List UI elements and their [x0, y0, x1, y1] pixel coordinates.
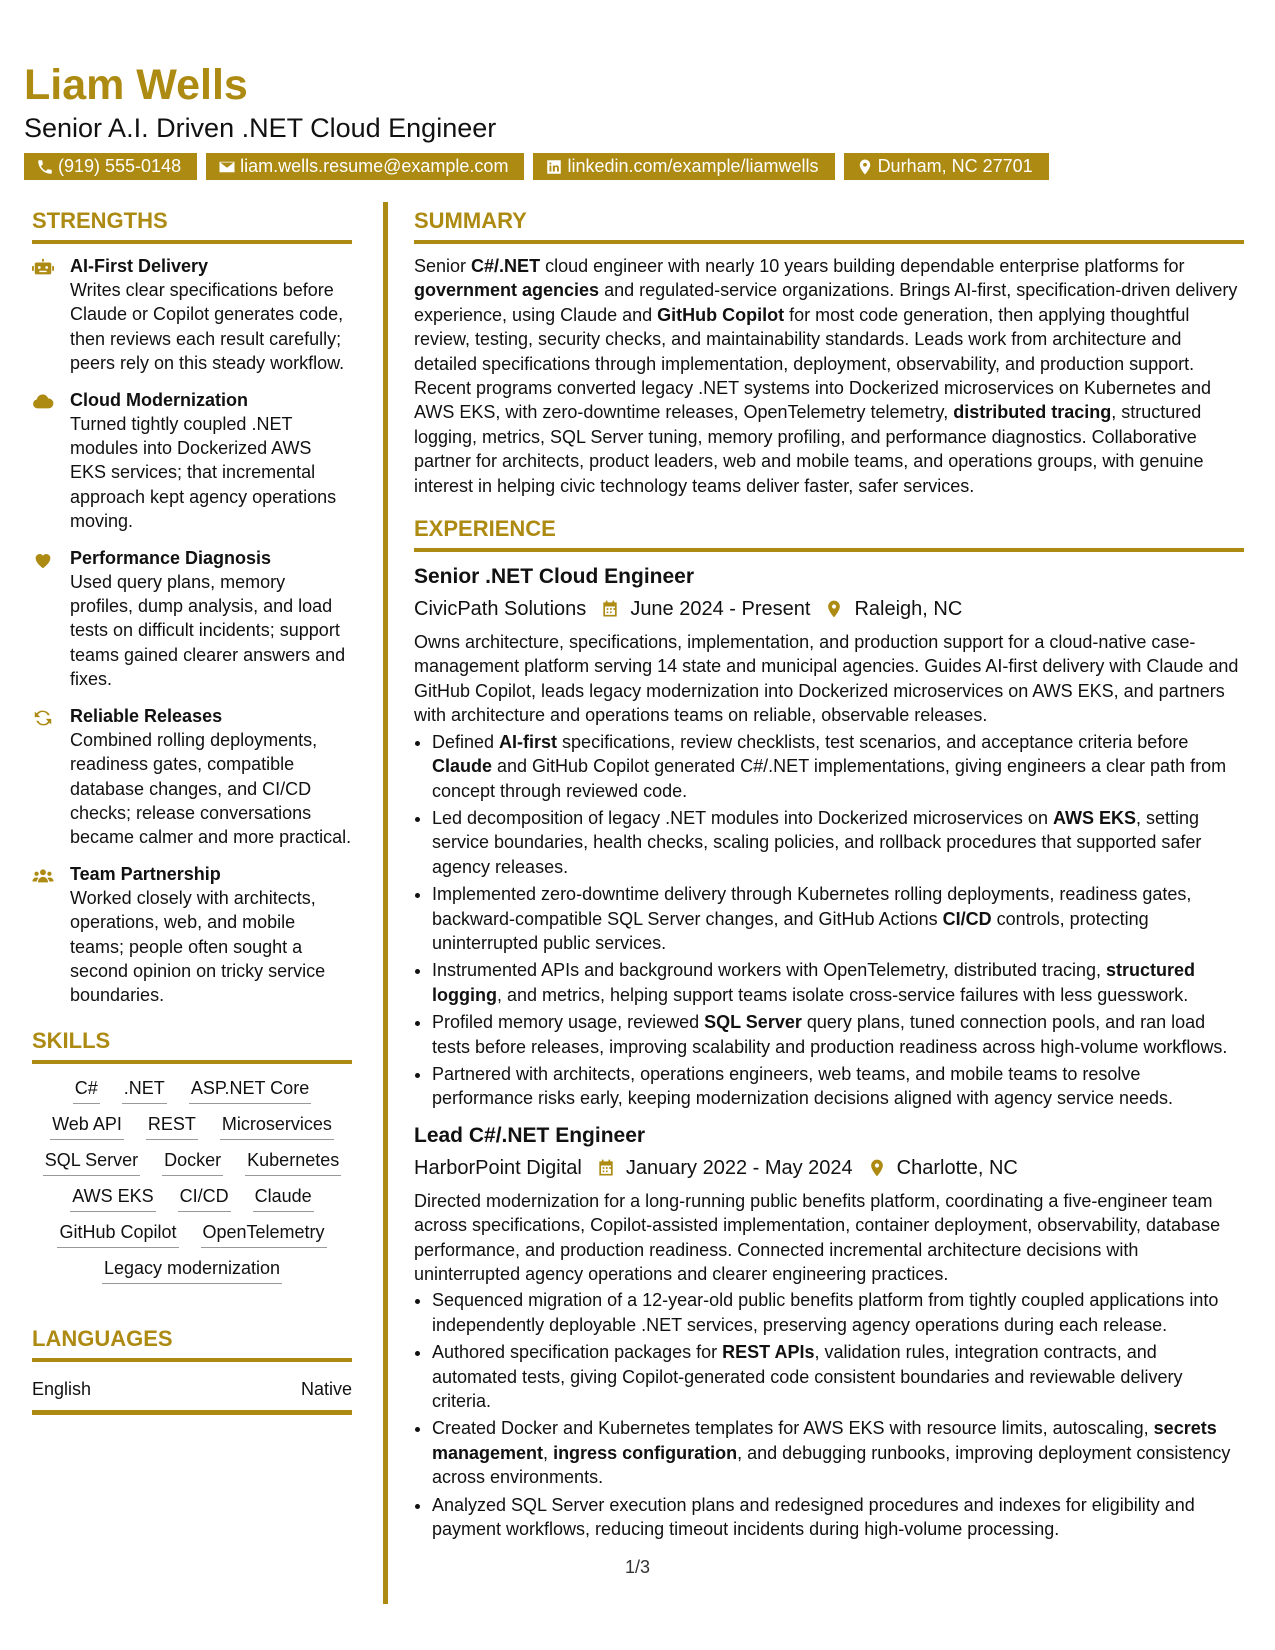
strength-item [32, 254, 352, 376]
strength-item [32, 862, 352, 1008]
job-description: Owns architecture, specifications, implementation, and production support for a cloud-native case-management platform serving 14 state and municipal agencies. Guides AI-first delivery with Claude and GitHub Copilot, leads legacy modernization into Dockerized microservices on AWS EKS, and partners with architecture and operations teams on reliable, observable releases. [414, 632, 1239, 726]
users-icon [32, 865, 54, 887]
job-company: CivicPath Solutions [414, 598, 587, 621]
skill-tag: Docker [162, 1146, 223, 1176]
skill-tag: OpenTelemetry [201, 1218, 327, 1248]
job-dates: June 2024 - Present [630, 598, 811, 621]
strength-title: Reliable Releases [70, 705, 223, 726]
contact-location [844, 153, 1049, 180]
strength-item [32, 546, 352, 692]
job-location: Raleigh, NC [854, 598, 963, 621]
page-number: 1/3 [624, 1557, 651, 1577]
job-bullet: • Analyzed SQL Server execution plans and redesigned procedures and indexes for eligibility and payment workflows, reducing timeout incidents during high-volume processing. [432, 1493, 1244, 1542]
job-bullet: • Implemented zero-downtime delivery through Kubernetes rolling deployments, readiness gates, backward-compatible SQL Server changes, and GitHub Actions CI/CD controls, protecting uninterrupted public services. [432, 882, 1244, 955]
candidate-name: Liam Wells [24, 61, 248, 109]
experience-heading: EXPERIENCE [414, 514, 1244, 552]
strength-desc: Used query plans, memory profiles, dump analysis, and load tests on difficult incidents; support teams gained clearer answers and fixes. [70, 571, 346, 690]
job-bullet: • Authored specification packages for REST APIs, validation rules, integration contracts, and automated tests, giving Copilot-generated code consistent boundaries and reviewable delivery criteria. [432, 1340, 1244, 1413]
contact-bar [24, 153, 1049, 180]
column-divider [383, 202, 388, 1604]
job-company: HarborPoint Digital [414, 1156, 582, 1179]
candidate-title: Senior A.I. Driven .NET Cloud Engineer [24, 113, 497, 143]
job-description: Directed modernization for a long-running public benefits platform, coordinating a five-engineer team across specifications, Copilot-assisted implementation, container deployment, observability, database performance, and production readiness. Connected incremental architecture decisions with uninterrupted agency operations and clearer engineering practices. [414, 1190, 1221, 1284]
skill-tag: AWS EKS [70, 1182, 155, 1212]
skills-heading: SKILLS [32, 1026, 352, 1064]
contact-phone-text: (919) 555-0148 [58, 156, 182, 176]
job-bullets [414, 1288, 1244, 1541]
job-entry [414, 1121, 1244, 1542]
skill-tag: Legacy modernization [102, 1254, 282, 1284]
languages-heading: LANGUAGES [32, 1324, 352, 1362]
location-pin-icon [867, 1158, 887, 1178]
strength-desc: Worked closely with architects, operations, web, and mobile teams; people often sought a second opinion on tricky service boundaries. [70, 887, 326, 1006]
location-pin-icon [856, 158, 874, 176]
job-dates: January 2022 - May 2024 [625, 1156, 853, 1179]
skill-tag: Microservices [220, 1110, 334, 1140]
heart-icon [32, 549, 54, 571]
strength-title: Performance Diagnosis [70, 547, 272, 568]
right-column [414, 206, 1244, 1551]
left-column [32, 206, 352, 1415]
strength-desc: Combined rolling deployments, readiness gates, compatible database changes, and CI/CD checks; release conversations became calmer and more practical. [70, 729, 352, 848]
strength-item [32, 388, 352, 534]
summary-heading: SUMMARY [414, 206, 1244, 244]
job-bullet: • Profiled memory usage, reviewed SQL Server query plans, tuned connection pools, and ran load tests before releases, improving scalability and production readiness across high-volume workflows. [432, 1010, 1244, 1059]
skill-tag: C# [73, 1074, 100, 1104]
strengths-heading: STRENGTHS [32, 206, 352, 244]
contact-location-text: Durham, NC 27701 [877, 156, 1033, 176]
job-title: Senior .NET Cloud Engineer [414, 565, 695, 589]
skill-tag: REST [146, 1110, 198, 1140]
contact-linkedin-text: linkedin.com/example/liamwells [567, 156, 819, 176]
linkedin-icon [545, 158, 563, 176]
strength-title: Cloud Modernization [70, 389, 248, 410]
skills-list [32, 1074, 352, 1284]
skill-tag: Web API [50, 1110, 124, 1140]
strength-item [32, 704, 352, 850]
contact-linkedin[interactable] [533, 153, 834, 180]
skill-tag: .NET [122, 1074, 167, 1104]
cloud-icon [32, 391, 54, 413]
language-row [32, 1376, 352, 1415]
job-meta [414, 594, 1244, 624]
skill-tag: GitHub Copilot [57, 1218, 178, 1248]
job-location: Charlotte, NC [896, 1156, 1018, 1179]
job-bullets [414, 730, 1244, 1111]
skill-tag: Kubernetes [245, 1146, 341, 1176]
skill-tag: ASP.NET Core [189, 1074, 311, 1104]
job-bullet: • Led decomposition of legacy .NET modules into Dockerized microservices on AWS EKS, setting service boundaries, health checks, scaling policies, and rollback procedures that supported safer agency releases. [432, 806, 1244, 879]
sync-icon [32, 707, 54, 729]
phone-icon [36, 158, 54, 176]
job-bullet: • Defined AI-first specifications, review checklists, test scenarios, and acceptance criteria before Claude and GitHub Copilot generated C#/.NET implementations, giving engineers a clear path from concept through reviewed code. [432, 730, 1244, 803]
job-bullet: • Instrumented APIs and background workers with OpenTelemetry, distributed tracing, structured logging, and metrics, helping support teams isolate cross-service failures with less guesswork. [432, 958, 1244, 1007]
calendar-icon [600, 599, 620, 619]
skill-tag: CI/CD [178, 1182, 231, 1212]
strength-title: Team Partnership [70, 863, 221, 884]
summary-text: Senior C#/.NET cloud engineer with nearly 10 years building dependable enterprise platforms for government agencies and regulated-service organizations. Brings AI-first, specification-driven delivery experience, using Claude and GitHub Copilot for most code generation, then applying thoughtful review, testing, security checks, and maintainability standards. Leads work from architecture and detailed specifications through implementation, deployment, observability, and production support. Recent programs converted legacy .NET systems into Dockerized microservices on Kubernetes and AWS EKS, with zero-downtime releases, OpenTelemetry telemetry, distributed tracing, structured logging, metrics, SQL Server tuning, memory profiling, and performance diagnostics. Collaborative partner for architects, product leaders, web and mobile teams, and operations groups, with genuine interest in helping civic technology teams deliver faster, safer services. [414, 256, 1238, 496]
job-bullet: • Sequenced migration of a 12-year-old public benefits platform from tightly coupled applications into independently deployable .NET services, preserving agency operations during each release. [432, 1288, 1244, 1337]
job-bullet: • Created Docker and Kubernetes templates for AWS EKS with resource limits, autoscaling, secrets management, ingress configuration, and debugging runbooks, improving deployment consistency across environments. [432, 1416, 1244, 1489]
language-level: Native [300, 1378, 352, 1399]
location-pin-icon [824, 599, 844, 619]
skill-tag: SQL Server [43, 1146, 140, 1176]
job-title: Lead C#/.NET Engineer [414, 1123, 646, 1147]
strength-title: AI-First Delivery [70, 256, 209, 276]
contact-phone[interactable] [24, 153, 197, 180]
job-bullet: • Partnered with architects, operations engineers, web teams, and mobile teams to resolve performance risks early, keeping modernization decisions aligned with agency service needs. [432, 1062, 1244, 1111]
skill-tag: Claude [253, 1182, 314, 1212]
strength-desc: Turned tightly coupled .NET modules into Dockerized AWS EKS services; that incremental approach kept agency operations moving. [70, 413, 337, 532]
calendar-icon [596, 1158, 616, 1178]
robot-icon [32, 257, 54, 279]
envelope-icon [218, 158, 236, 176]
job-entry [414, 562, 1244, 1111]
job-meta [414, 1153, 1244, 1183]
contact-email[interactable] [206, 153, 524, 180]
contact-email-text: liam.wells.resume@example.com [240, 156, 509, 176]
strength-desc: Writes clear specifications before Claude or Copilot generates code, then reviews each result carefully; peers rely on this steady workflow. [70, 280, 345, 374]
language-name: English [32, 1378, 92, 1399]
